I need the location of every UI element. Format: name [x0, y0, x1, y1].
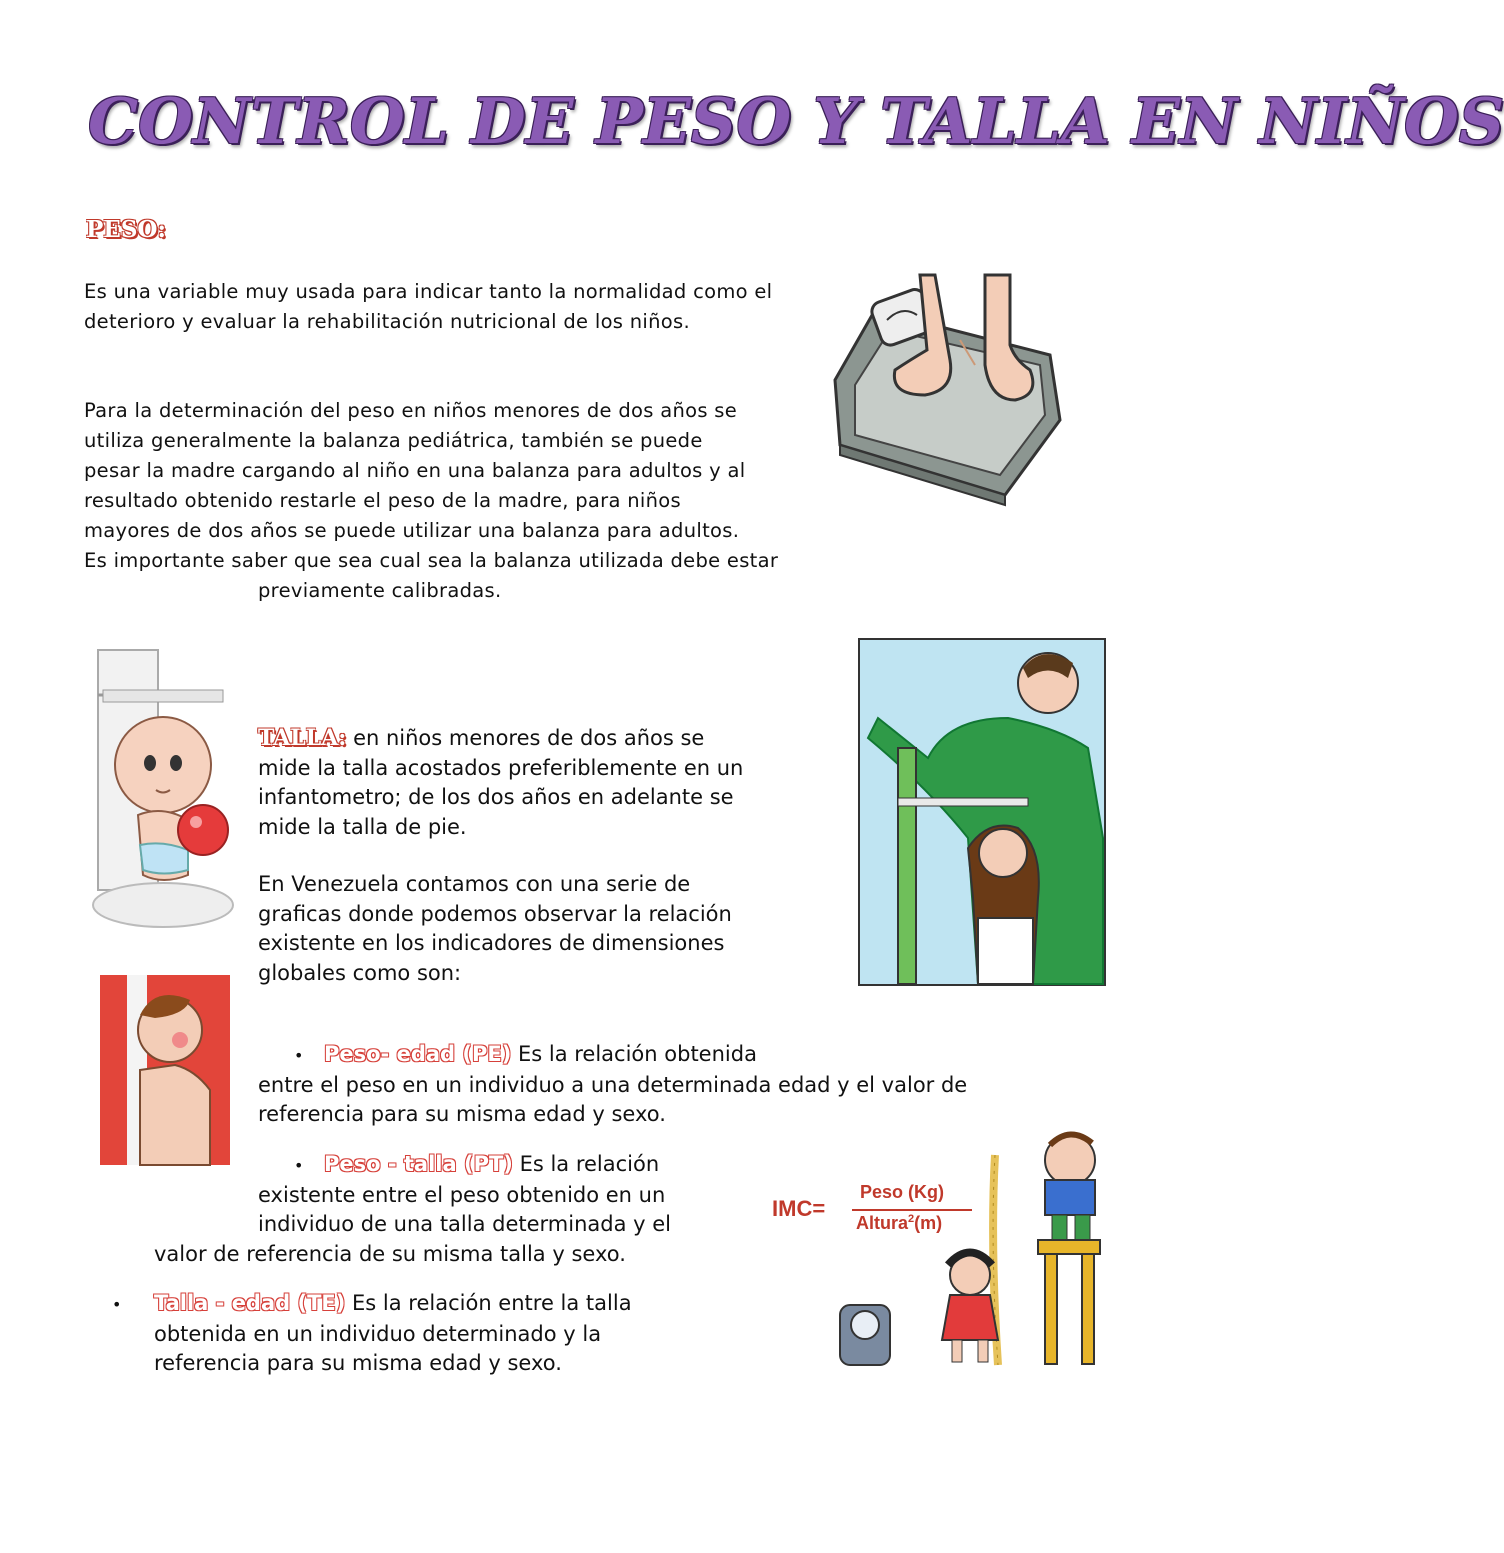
text-line: valor de referencia de su misma talla y sexo.: [154, 1241, 626, 1266]
text-line: mide la talla acostados preferiblemente en un: [258, 755, 744, 780]
kids-measuring-illustration: [830, 1125, 1120, 1375]
text-line: Es la relación entre la talla: [345, 1291, 632, 1315]
text-line: globales como son:: [258, 960, 462, 985]
formula-exponent: 2: [908, 1213, 915, 1225]
text-line: obtenida en un individuo determinado y la: [154, 1321, 602, 1346]
doctor-measuring-illustration: [858, 638, 1106, 986]
text-line: mayores de dos años se puede utilizar una balanza para adultos.: [84, 519, 740, 542]
imc-label: IMC=: [772, 1196, 826, 1221]
text-line: existente entre el peso obtenido en un: [258, 1182, 666, 1207]
feet-on-scale-illustration: [815, 270, 1075, 510]
peso-heading: PESO:: [86, 216, 166, 243]
text-line: infantometro; de los dos años en adelante se: [258, 785, 734, 809]
text-line: Para la determinación del peso en niños menores de dos años se: [84, 399, 738, 422]
bullet-icon: •: [112, 1295, 122, 1314]
text-line: Es la relación obtenida: [511, 1042, 757, 1066]
text-line: en niños menores de dos años se: [353, 726, 705, 750]
text-line: En Venezuela contamos con una serie de: [258, 872, 691, 896]
indicator-term: Talla - edad (TE): [154, 1291, 346, 1315]
child-profile-illustration: [95, 970, 240, 1165]
peso-paragraph-2: [84, 396, 844, 606]
page-title: CONTROL DE PESO Y TALLA EN NIÑOS: [88, 84, 1504, 158]
formula-unit: (m): [914, 1213, 943, 1233]
formula-denominator: Altura: [856, 1213, 909, 1233]
formula-numerator: Peso (Kg): [860, 1182, 945, 1202]
text-line: referencia para su misma edad y sexo.: [154, 1351, 562, 1375]
text-line: referencia para su misma edad y sexo.: [258, 1102, 666, 1126]
bullet-icon: •: [294, 1156, 304, 1175]
baby-height-illustration: [88, 645, 238, 935]
text-line: existente en los indicadores de dimensiones: [258, 931, 725, 955]
text-line: resultado obtenido restarle el peso de la madre, para niños: [84, 489, 681, 512]
peso-paragraph-1: Es una variable muy usada para indicar tanto la normalidad como el deterioro y evaluar la rehabilitación nutricional de los niños.: [84, 280, 773, 333]
talla-paragraph: [258, 724, 818, 842]
indicator-term: Peso - talla (PT): [324, 1152, 513, 1176]
text-line: Es importante saber que sea cual sea la balanza utilizada debe estar: [84, 549, 779, 572]
indicator-talla-edad: [112, 1289, 752, 1379]
indicator-peso-talla: [150, 1150, 750, 1269]
talla-heading: TALLA:: [258, 725, 347, 751]
venezuela-paragraph: [258, 870, 818, 988]
text-line: graficas donde podemos observar la relación: [258, 901, 732, 926]
text-line: Es la relación: [512, 1152, 660, 1176]
text-line: entre el peso en un individuo a una determinada edad y el valor de: [258, 1072, 968, 1097]
text-line: pesar la madre cargando al niño en una balanza para adultos y al: [84, 459, 746, 482]
text-line: mide la talla de pie.: [258, 814, 467, 839]
text-line: individuo de una talla determinada y el: [258, 1212, 672, 1236]
text-line: previamente calibradas.: [258, 579, 502, 602]
indicator-peso-edad: [258, 1040, 1078, 1130]
indicator-term: Peso- edad (PE): [324, 1042, 512, 1066]
text-line: utiliza generalmente la balanza pediátrica, también se puede: [84, 429, 703, 452]
bullet-icon: •: [294, 1046, 304, 1065]
